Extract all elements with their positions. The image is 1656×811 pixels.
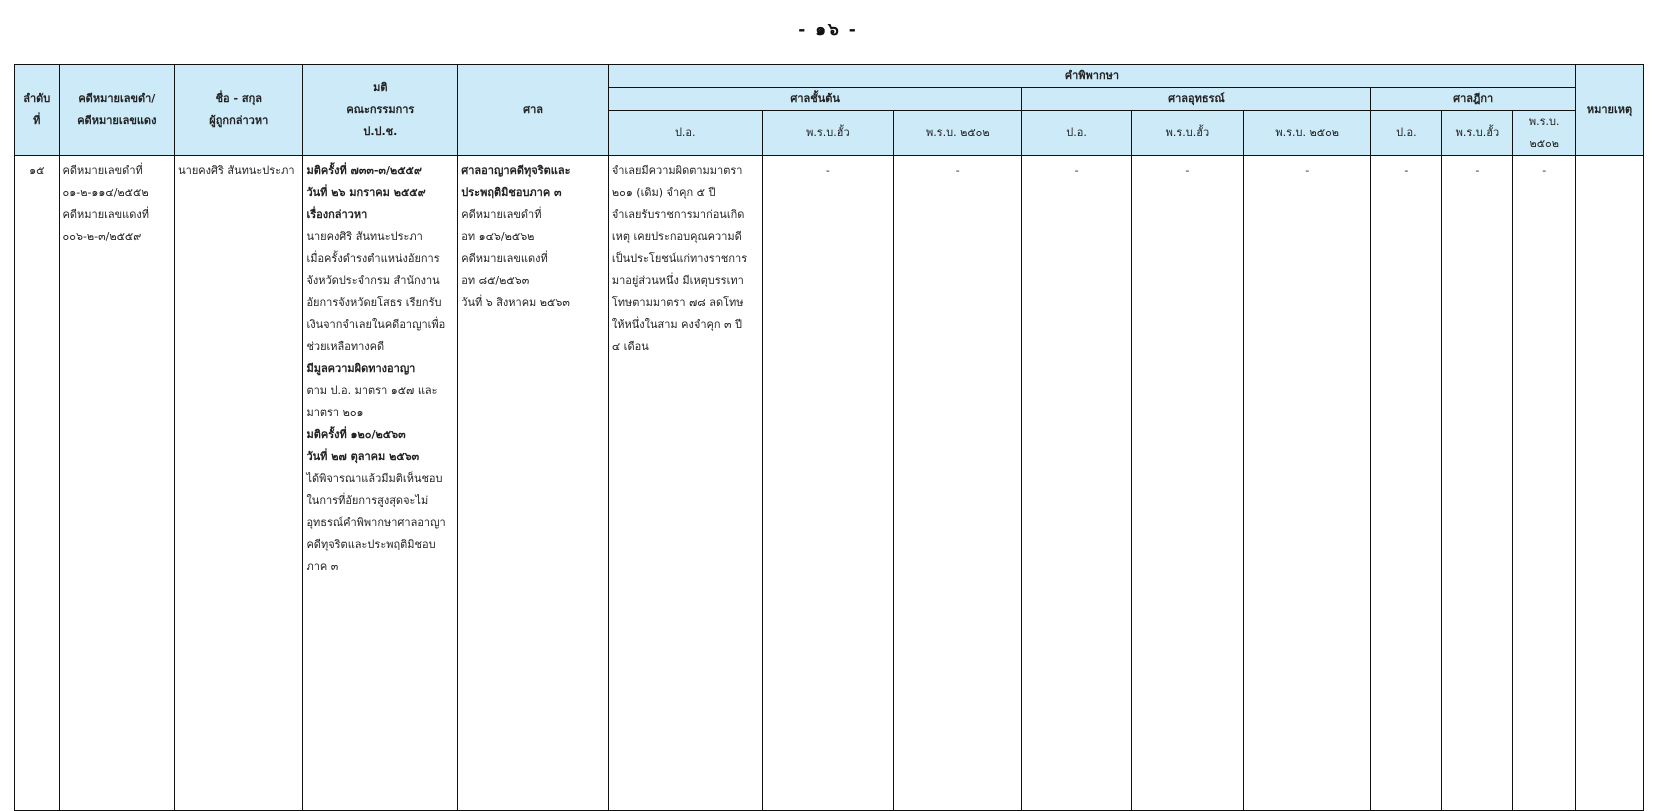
header-supreme-act-2502: พ.ร.บ. ๒๕๐๒ <box>1513 111 1576 156</box>
judgment-line: มาอยู่ส่วนหนึ่ง มีเหตุบรรเทา <box>611 274 744 287</box>
header-order: ลำดับ ที่ <box>15 65 60 156</box>
header-appeal-criminal-code: ป.อ. <box>1022 111 1131 156</box>
header-court-appeal: ศาลอุทธรณ์ <box>1022 88 1371 111</box>
resolution-line: ได้พิจารณาแล้วมีมติเห็นชอบ <box>306 472 443 485</box>
header-court: ศาล <box>458 65 609 156</box>
resolution-line: ภาค ๓ <box>306 560 339 573</box>
court-line: คดีหมายเลขแดงที่ <box>461 252 548 265</box>
court-line: วันที่ ๖ สิงหาคม ๒๕๖๓ <box>461 296 570 309</box>
resolution-line: เมื่อครั้งดำรงตำแหน่งอัยการ <box>306 252 440 265</box>
resolution-line: เงินจากจำเลยในคดีอาญาเพื่อ <box>306 318 446 331</box>
judgment-line: จำเลยรับราชการมาก่อนเกิด <box>611 208 745 221</box>
court-line: คดีหมายเลขดำที่ <box>461 208 542 221</box>
judgment-line: จำเลยมีความผิดตามมาตรา <box>611 164 743 177</box>
cell-first-act-supplement: - <box>762 156 894 811</box>
court-line: อท ๘๕/๒๕๖๓ <box>461 274 530 287</box>
resolution-line: วันที่ ๒๖ มกราคม ๒๕๕๙ <box>306 186 426 199</box>
resolution-line: คดีทุจริตและประพฤติมิชอบ <box>306 538 436 551</box>
resolution-line: มติครั้งที่ ๑๒๐/๒๕๖๓ <box>306 428 406 441</box>
header-remarks: หมายเหตุ <box>1576 65 1644 156</box>
court-line: อท ๑๔๖/๒๕๖๒ <box>461 230 535 243</box>
cell-remarks <box>1576 156 1644 811</box>
header-resolution: มติ คณะกรรมการ ป.ป.ช. <box>303 65 458 156</box>
header-court-supreme: ศาลฎีกา <box>1371 88 1576 111</box>
resolution-line: นายคงศิริ สันทนะประภา <box>306 230 423 243</box>
header-appeal-act-2502: พ.ร.บ. ๒๕๐๒ <box>1244 111 1371 156</box>
page-number: - ๑๖ - <box>798 20 858 40</box>
cell-name: นายคงศิริ สันทนะประภา <box>175 156 303 811</box>
header-appeal-act-supplement: พ.ร.บ.ฮั้ว <box>1131 111 1243 156</box>
cell-supreme-criminal-code: - <box>1371 156 1442 811</box>
header-court-first: ศาลชั้นต้น <box>608 88 1022 111</box>
judgment-line: ๔ เดือน <box>611 340 649 353</box>
resolution-line: เรื่องกล่าวหา <box>306 208 368 221</box>
cell-order: ๑๕ <box>15 156 60 811</box>
judgment-line: โทษตามมาตรา ๗๘ ลดโทษ <box>611 296 744 309</box>
header-first-criminal-code: ป.อ. <box>608 111 762 156</box>
resolution-line: วันที่ ๒๗ ตุลาคม ๒๕๖๓ <box>306 450 420 463</box>
resolution-line: อุทธรณ์คำพิพากษาศาลอาญา <box>306 516 446 529</box>
judgment-line: ให้หนึ่งในสาม คงจำคุก ๓ ปี <box>611 318 743 331</box>
resolution-line: อัยการจังหวัดยโสธร เรียกรับ <box>306 296 442 309</box>
resolution-line: มีมูลความผิดทางอาญา <box>306 362 416 375</box>
resolution-line: ตาม ป.อ. มาตรา ๑๕๗ และ <box>306 384 438 397</box>
cell-supreme-act-supplement: - <box>1442 156 1513 811</box>
cell-appeal-criminal-code: - <box>1022 156 1131 811</box>
cell-case-numbers: คดีหมายเลขดำที่ ๐๑-๒-๑๑๔/๒๕๕๒ คดีหมายเลขแดงที่ ๐๐๖-๒-๓/๒๕๕๙ <box>59 156 175 811</box>
resolution-line: มาตรา ๒๐๑ <box>306 406 364 419</box>
cell-appeal-act-supplement: - <box>1131 156 1243 811</box>
resolution-line: จังหวัดประจำกรม สำนักงาน <box>306 274 440 287</box>
header-name: ชื่อ - สกุล ผู้ถูกกล่าวหา <box>175 65 303 156</box>
cell-court <box>458 156 609 811</box>
cell-supreme-act-2502: - <box>1513 156 1576 811</box>
table-row <box>15 156 1644 811</box>
header-first-act-2502: พ.ร.บ. ๒๕๐๒ <box>894 111 1022 156</box>
judgment-line: ๒๐๑ (เดิม) จำคุก ๕ ปี <box>611 186 716 199</box>
judgment-line: เป็นประโยชน์แก่ทางราชการ <box>611 252 748 265</box>
resolution-line: ช่วยเหลือทางคดี <box>306 340 385 353</box>
header-supreme-act-supplement: พ.ร.บ.ฮั้ว <box>1442 111 1513 156</box>
cell-first-criminal-code <box>608 156 762 811</box>
resolution-line: มติครั้งที่ ๗๓๓-๓/๒๕๕๙ <box>306 164 422 177</box>
court-line: ศาลอาญาคดีทุจริตและ <box>461 164 571 177</box>
cell-first-act-2502: - <box>894 156 1022 811</box>
court-line: ประพฤติมิชอบภาค ๓ <box>461 186 562 199</box>
header-supreme-criminal-code: ป.อ. <box>1371 111 1442 156</box>
header-first-act-supplement: พ.ร.บ.ฮั้ว <box>762 111 894 156</box>
header-case-numbers: คดีหมายเลขดำ/ คดีหมายเลขแดง <box>59 65 175 156</box>
resolution-line: ในการที่อัยการสูงสุดจะไม่ <box>306 494 429 507</box>
judgment-line: เหตุ เคยประกอบคุณความดี <box>611 230 742 243</box>
cell-resolution <box>303 156 458 811</box>
judgment-table <box>14 64 1644 811</box>
header-judgment: คำพิพากษา <box>608 65 1575 88</box>
cell-appeal-act-2502: - <box>1244 156 1371 811</box>
